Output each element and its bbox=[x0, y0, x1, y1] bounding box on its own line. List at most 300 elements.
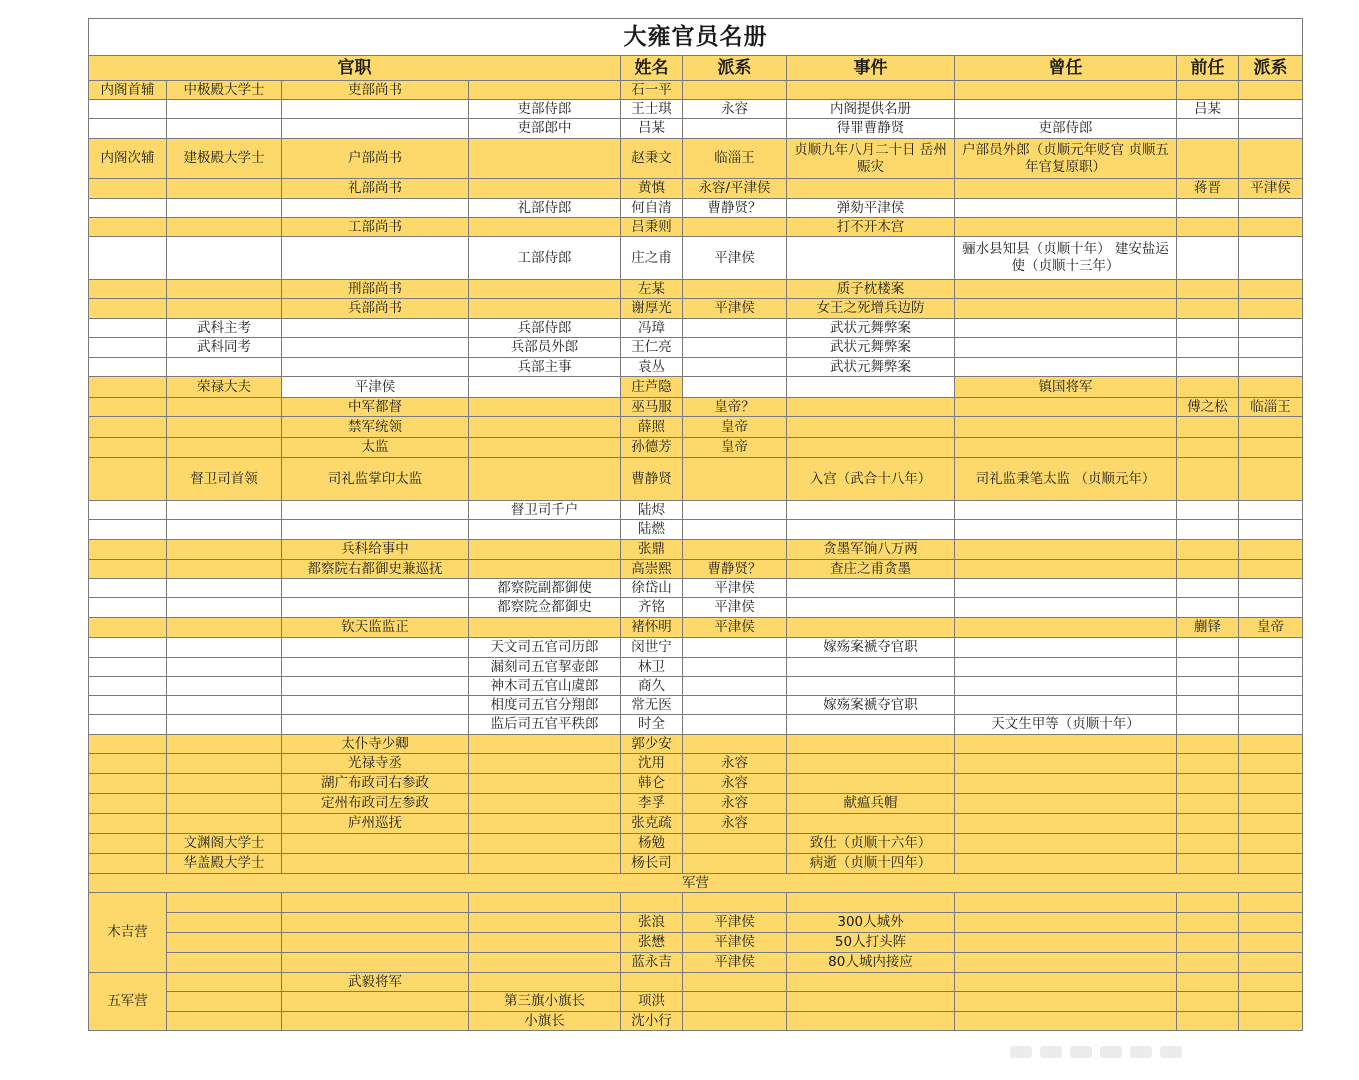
position-level1-cell bbox=[89, 299, 167, 319]
event-cell bbox=[787, 754, 955, 774]
predecessor-faction-cell bbox=[1239, 854, 1303, 874]
former-post-cell bbox=[955, 618, 1177, 638]
event-cell: 内阁提供名册 bbox=[787, 100, 955, 119]
predecessor-cell bbox=[1177, 953, 1239, 973]
table-row bbox=[89, 774, 1303, 794]
event-cell: 50人打头阵 bbox=[787, 933, 955, 953]
position-level3-cell bbox=[282, 100, 469, 119]
position-level3-cell: 禁军统领 bbox=[282, 417, 469, 438]
position-level3-cell bbox=[282, 834, 469, 854]
position-level1-cell bbox=[89, 735, 167, 754]
faction-cell bbox=[683, 501, 787, 520]
faction-cell bbox=[683, 81, 787, 100]
position-level4-cell bbox=[469, 377, 621, 398]
name-cell: 时全 bbox=[621, 715, 683, 735]
header-faction: 派系 bbox=[683, 56, 787, 81]
table-row bbox=[89, 834, 1303, 854]
position-level2-cell bbox=[167, 754, 282, 774]
predecessor-cell: 蒯铎 bbox=[1177, 618, 1239, 638]
former-post-cell bbox=[955, 81, 1177, 100]
event-cell: 质子枕楼案 bbox=[787, 280, 955, 299]
former-post-cell bbox=[955, 794, 1177, 814]
predecessor-cell bbox=[1177, 794, 1239, 814]
table-row bbox=[89, 358, 1303, 377]
event-cell bbox=[787, 438, 955, 458]
name-cell: 左某 bbox=[621, 280, 683, 299]
name-cell: 高崇熙 bbox=[621, 560, 683, 579]
position-level3-cell bbox=[282, 854, 469, 874]
event-cell: 贪墨军饷八万两 bbox=[787, 540, 955, 560]
name-cell: 项洪 bbox=[621, 992, 683, 1012]
event-cell bbox=[787, 814, 955, 834]
position-level1-cell bbox=[89, 520, 167, 540]
position-level1-cell bbox=[89, 696, 167, 715]
table-row bbox=[89, 638, 1303, 658]
faction-cell: 永容 bbox=[683, 100, 787, 119]
event-cell bbox=[787, 179, 955, 199]
position-level2-cell bbox=[167, 100, 282, 119]
table-row bbox=[89, 560, 1303, 579]
name-cell: 郭少安 bbox=[621, 735, 683, 754]
event-cell bbox=[787, 520, 955, 540]
table-row bbox=[89, 933, 1303, 953]
faction-cell: 永容/平津侯 bbox=[683, 179, 787, 199]
position-level2-cell bbox=[167, 953, 282, 973]
position-level3-cell bbox=[282, 638, 469, 658]
position-level3-cell: 司礼监掌印太监 bbox=[282, 458, 469, 501]
predecessor-cell bbox=[1177, 834, 1239, 854]
predecessor-faction-cell bbox=[1239, 774, 1303, 794]
position-level2-cell bbox=[167, 814, 282, 834]
predecessor-faction-cell bbox=[1239, 377, 1303, 398]
camp-wujunying bbox=[89, 973, 1303, 1031]
former-post-cell bbox=[955, 540, 1177, 560]
position-level4-cell bbox=[469, 540, 621, 560]
position-level1-cell bbox=[89, 280, 167, 299]
name-cell: 陆燃 bbox=[621, 520, 683, 540]
position-level4-cell: 相度司五官分翔郎 bbox=[469, 696, 621, 715]
name-cell bbox=[621, 973, 683, 992]
faction-cell bbox=[683, 992, 787, 1012]
former-post-cell bbox=[955, 933, 1177, 953]
event-cell: 献瘟兵帽 bbox=[787, 794, 955, 814]
position-level2-cell bbox=[167, 237, 282, 280]
predecessor-faction-cell bbox=[1239, 338, 1303, 358]
table-row bbox=[89, 973, 1303, 992]
position-level3-cell: 刑部尚书 bbox=[282, 280, 469, 299]
event-cell: 300人城外 bbox=[787, 913, 955, 933]
position-level3-cell bbox=[282, 1012, 469, 1031]
event-cell: 弹劾平津侯 bbox=[787, 199, 955, 218]
position-level3-cell bbox=[282, 696, 469, 715]
faction-cell: 平津侯 bbox=[683, 299, 787, 319]
predecessor-cell bbox=[1177, 520, 1239, 540]
position-level1-cell bbox=[89, 774, 167, 794]
position-level2-cell bbox=[167, 913, 282, 933]
faction-cell bbox=[683, 358, 787, 377]
former-post-cell bbox=[955, 438, 1177, 458]
event-cell bbox=[787, 973, 955, 992]
former-post-cell bbox=[955, 398, 1177, 417]
position-level1-cell bbox=[89, 377, 167, 398]
position-level3-cell: 中军都督 bbox=[282, 398, 469, 417]
name-cell: 李孚 bbox=[621, 794, 683, 814]
position-level3-cell: 湖广布政司右参政 bbox=[282, 774, 469, 794]
predecessor-cell bbox=[1177, 458, 1239, 501]
predecessor-cell bbox=[1177, 913, 1239, 933]
position-level2-cell bbox=[167, 280, 282, 299]
position-level3-cell: 太监 bbox=[282, 438, 469, 458]
predecessor-faction-cell bbox=[1239, 319, 1303, 338]
former-post-cell bbox=[955, 579, 1177, 598]
former-post-cell bbox=[955, 1012, 1177, 1031]
event-cell bbox=[787, 658, 955, 677]
faction-cell: 平津侯 bbox=[683, 237, 787, 280]
predecessor-cell bbox=[1177, 973, 1239, 992]
table-row bbox=[89, 754, 1303, 774]
predecessor-faction-cell: 平津侯 bbox=[1239, 179, 1303, 199]
faction-cell bbox=[683, 119, 787, 139]
position-level1-cell bbox=[89, 358, 167, 377]
position-level1-cell bbox=[89, 638, 167, 658]
name-cell: 王士琪 bbox=[621, 100, 683, 119]
position-level3-cell bbox=[282, 893, 469, 913]
predecessor-faction-cell bbox=[1239, 417, 1303, 438]
faction-cell: 永容 bbox=[683, 814, 787, 834]
predecessor-faction-cell bbox=[1239, 438, 1303, 458]
position-level3-cell bbox=[282, 715, 469, 735]
position-level3-cell: 礼部尚书 bbox=[282, 179, 469, 199]
name-cell: 袁丛 bbox=[621, 358, 683, 377]
predecessor-faction-cell bbox=[1239, 560, 1303, 579]
position-level1-cell bbox=[89, 458, 167, 501]
former-post-cell bbox=[955, 735, 1177, 754]
position-level4-cell bbox=[469, 417, 621, 438]
name-cell: 庄之甫 bbox=[621, 237, 683, 280]
position-level1-cell bbox=[89, 218, 167, 237]
name-cell: 闵世宁 bbox=[621, 638, 683, 658]
former-post-cell bbox=[955, 638, 1177, 658]
predecessor-faction-cell bbox=[1239, 814, 1303, 834]
faction-cell: 平津侯 bbox=[683, 953, 787, 973]
predecessor-cell bbox=[1177, 119, 1239, 139]
position-level3-cell bbox=[282, 677, 469, 696]
position-level2-cell bbox=[167, 933, 282, 953]
position-level2-cell: 督卫司首领 bbox=[167, 458, 282, 501]
table-row bbox=[89, 179, 1303, 199]
event-cell: 嫁殇案褫夺官职 bbox=[787, 696, 955, 715]
position-level4-cell: 吏部侍郎 bbox=[469, 100, 621, 119]
position-level1-cell bbox=[89, 814, 167, 834]
name-cell: 冯璋 bbox=[621, 319, 683, 338]
event-cell bbox=[787, 579, 955, 598]
predecessor-faction-cell bbox=[1239, 280, 1303, 299]
position-level1-cell bbox=[89, 438, 167, 458]
predecessor-cell bbox=[1177, 893, 1239, 913]
table-row bbox=[89, 218, 1303, 237]
position-level2-cell bbox=[167, 398, 282, 417]
position-level1-cell: 内阁首辅 bbox=[89, 81, 167, 100]
table-row bbox=[89, 520, 1303, 540]
position-level3-cell bbox=[282, 953, 469, 973]
header-event: 事件 bbox=[787, 56, 955, 81]
faction-cell bbox=[683, 1012, 787, 1031]
former-post-cell bbox=[955, 696, 1177, 715]
sheet-title: 大雍官员名册 bbox=[89, 19, 1303, 56]
position-level4-cell: 工部侍郎 bbox=[469, 237, 621, 280]
position-level3-cell: 都察院右都御史兼巡抚 bbox=[282, 560, 469, 579]
table-row bbox=[89, 618, 1303, 638]
table-row bbox=[89, 417, 1303, 438]
predecessor-cell bbox=[1177, 854, 1239, 874]
predecessor-cell bbox=[1177, 774, 1239, 794]
name-cell: 林卫 bbox=[621, 658, 683, 677]
watermark-decoration bbox=[1010, 1040, 1310, 1064]
position-level4-cell bbox=[469, 179, 621, 199]
faction-cell: 平津侯 bbox=[683, 579, 787, 598]
table-row bbox=[89, 299, 1303, 319]
predecessor-cell bbox=[1177, 677, 1239, 696]
position-level4-cell: 兵部主事 bbox=[469, 358, 621, 377]
position-level4-cell bbox=[469, 794, 621, 814]
predecessor-cell: 吕某 bbox=[1177, 100, 1239, 119]
position-level2-cell bbox=[167, 417, 282, 438]
name-cell: 石一平 bbox=[621, 81, 683, 100]
name-cell: 谢厚光 bbox=[621, 299, 683, 319]
position-level2-cell bbox=[167, 696, 282, 715]
table-row bbox=[89, 199, 1303, 218]
predecessor-faction-cell bbox=[1239, 458, 1303, 501]
position-level1-cell bbox=[89, 579, 167, 598]
predecessor-cell bbox=[1177, 933, 1239, 953]
position-level1-cell bbox=[89, 179, 167, 199]
table-row bbox=[89, 579, 1303, 598]
event-cell bbox=[787, 598, 955, 618]
position-level4-cell: 都察院佥都御史 bbox=[469, 598, 621, 618]
name-cell: 商久 bbox=[621, 677, 683, 696]
former-post-cell: 镇国将军 bbox=[955, 377, 1177, 398]
faction-cell bbox=[683, 377, 787, 398]
position-level3-cell: 太仆寺少卿 bbox=[282, 735, 469, 754]
position-level4-cell bbox=[469, 814, 621, 834]
camp-mujiying bbox=[89, 893, 1303, 973]
former-post-cell bbox=[955, 598, 1177, 618]
table-row bbox=[89, 893, 1303, 913]
position-level1-cell bbox=[89, 398, 167, 417]
position-level1-cell bbox=[89, 237, 167, 280]
faction-cell bbox=[683, 893, 787, 913]
event-cell: 武状元舞弊案 bbox=[787, 338, 955, 358]
faction-cell bbox=[683, 218, 787, 237]
position-level2-cell bbox=[167, 358, 282, 377]
name-cell: 张鼎 bbox=[621, 540, 683, 560]
position-level4-cell: 吏部郎中 bbox=[469, 119, 621, 139]
predecessor-cell bbox=[1177, 299, 1239, 319]
predecessor-faction-cell bbox=[1239, 100, 1303, 119]
name-cell: 蓝永吉 bbox=[621, 953, 683, 973]
faction-cell: 永容 bbox=[683, 754, 787, 774]
position-level4-cell: 兵部员外郎 bbox=[469, 338, 621, 358]
position-level3-cell bbox=[282, 598, 469, 618]
name-cell: 黄慎 bbox=[621, 179, 683, 199]
name-cell: 韩仑 bbox=[621, 774, 683, 794]
former-post-cell bbox=[955, 218, 1177, 237]
event-cell: 查庄之甫贪墨 bbox=[787, 560, 955, 579]
position-level4-cell bbox=[469, 398, 621, 417]
position-level4-cell bbox=[469, 458, 621, 501]
name-cell: 巫马服 bbox=[621, 398, 683, 417]
event-cell: 致仕（贞顺十六年） bbox=[787, 834, 955, 854]
table-row bbox=[89, 139, 1303, 179]
position-level1-cell bbox=[89, 338, 167, 358]
position-level4-cell bbox=[469, 139, 621, 179]
predecessor-cell bbox=[1177, 598, 1239, 618]
predecessor-faction-cell bbox=[1239, 794, 1303, 814]
name-cell bbox=[621, 893, 683, 913]
event-cell bbox=[787, 735, 955, 754]
former-post-cell bbox=[955, 417, 1177, 438]
table-row bbox=[89, 458, 1303, 501]
position-level4-cell: 第三旗小旗长 bbox=[469, 992, 621, 1012]
former-post-cell bbox=[955, 520, 1177, 540]
name-cell: 吕秉则 bbox=[621, 218, 683, 237]
position-level3-cell bbox=[282, 199, 469, 218]
position-level2-cell bbox=[167, 560, 282, 579]
table-row bbox=[89, 237, 1303, 280]
position-level4-cell bbox=[469, 438, 621, 458]
position-level1-cell bbox=[89, 199, 167, 218]
name-cell: 徐岱山 bbox=[621, 579, 683, 598]
position-level2-cell bbox=[167, 992, 282, 1012]
predecessor-cell bbox=[1177, 199, 1239, 218]
position-level2-cell bbox=[167, 520, 282, 540]
predecessor-faction-cell bbox=[1239, 139, 1303, 179]
header-position: 官职 bbox=[89, 56, 621, 81]
position-level4-cell: 小旗长 bbox=[469, 1012, 621, 1031]
predecessor-faction-cell bbox=[1239, 933, 1303, 953]
faction-cell: 平津侯 bbox=[683, 598, 787, 618]
header-name: 姓名 bbox=[621, 56, 683, 81]
predecessor-cell bbox=[1177, 735, 1239, 754]
name-cell: 张懋 bbox=[621, 933, 683, 953]
position-level3-cell bbox=[282, 358, 469, 377]
position-level4-cell bbox=[469, 913, 621, 933]
event-cell: 女王之死增兵边防 bbox=[787, 299, 955, 319]
name-cell: 孙德芳 bbox=[621, 438, 683, 458]
event-cell bbox=[787, 992, 955, 1012]
predecessor-faction-cell bbox=[1239, 893, 1303, 913]
former-post-cell bbox=[955, 179, 1177, 199]
position-level4-cell: 神木司五官山虞郎 bbox=[469, 677, 621, 696]
predecessor-faction-cell bbox=[1239, 199, 1303, 218]
faction-cell: 曹静贤？ bbox=[683, 560, 787, 579]
predecessor-cell bbox=[1177, 540, 1239, 560]
position-level4-cell bbox=[469, 754, 621, 774]
position-level3-cell bbox=[282, 520, 469, 540]
former-post-cell: 吏部侍郎 bbox=[955, 119, 1177, 139]
predecessor-cell bbox=[1177, 139, 1239, 179]
position-level4-cell bbox=[469, 618, 621, 638]
former-post-cell bbox=[955, 658, 1177, 677]
camp-label-cell: 木吉营 bbox=[89, 893, 167, 973]
position-level4-cell: 兵部侍郎 bbox=[469, 319, 621, 338]
table-row bbox=[89, 992, 1303, 1012]
position-level4-cell bbox=[469, 280, 621, 299]
position-level1-cell bbox=[89, 100, 167, 119]
position-level2-cell bbox=[167, 299, 282, 319]
faction-cell bbox=[683, 280, 787, 299]
faction-cell bbox=[683, 715, 787, 735]
predecessor-faction-cell: 临淄王 bbox=[1239, 398, 1303, 417]
former-post-cell bbox=[955, 677, 1177, 696]
position-level3-cell bbox=[282, 992, 469, 1012]
position-level3-cell bbox=[282, 579, 469, 598]
former-post-cell bbox=[955, 501, 1177, 520]
position-level2-cell: 武科同考 bbox=[167, 338, 282, 358]
position-level3-cell: 兵部尚书 bbox=[282, 299, 469, 319]
former-post-cell bbox=[955, 199, 1177, 218]
position-level3-cell: 户部尚书 bbox=[282, 139, 469, 179]
former-post-cell bbox=[955, 854, 1177, 874]
table-row bbox=[89, 677, 1303, 696]
event-cell bbox=[787, 417, 955, 438]
position-level1-cell bbox=[89, 658, 167, 677]
former-post-cell bbox=[955, 992, 1177, 1012]
predecessor-faction-cell bbox=[1239, 696, 1303, 715]
predecessor-cell bbox=[1177, 560, 1239, 579]
position-level2-cell bbox=[167, 973, 282, 992]
position-level2-cell: 中极殿大学士 bbox=[167, 81, 282, 100]
faction-cell: 平津侯 bbox=[683, 913, 787, 933]
camp-label-cell: 五军营 bbox=[89, 973, 167, 1031]
predecessor-faction-cell bbox=[1239, 638, 1303, 658]
position-level2-cell: 文渊阁大学士 bbox=[167, 834, 282, 854]
table-row bbox=[89, 119, 1303, 139]
position-level4-cell: 天文司五官司历郎 bbox=[469, 638, 621, 658]
name-cell: 张浪 bbox=[621, 913, 683, 933]
name-cell: 庄芦隐 bbox=[621, 377, 683, 398]
position-level3-cell bbox=[282, 319, 469, 338]
position-level4-cell bbox=[469, 81, 621, 100]
former-post-cell bbox=[955, 973, 1177, 992]
position-level2-cell bbox=[167, 893, 282, 913]
predecessor-cell bbox=[1177, 814, 1239, 834]
position-level3-cell bbox=[282, 913, 469, 933]
table-row bbox=[89, 715, 1303, 735]
position-level1-cell bbox=[89, 618, 167, 638]
position-level2-cell bbox=[167, 179, 282, 199]
position-level3-cell: 吏部尚书 bbox=[282, 81, 469, 100]
position-level4-cell bbox=[469, 560, 621, 579]
table-row bbox=[89, 501, 1303, 520]
event-cell: 武状元舞弊案 bbox=[787, 319, 955, 338]
former-post-cell bbox=[955, 893, 1177, 913]
position-level4-cell bbox=[469, 520, 621, 540]
predecessor-faction-cell bbox=[1239, 677, 1303, 696]
faction-cell: 临淄王 bbox=[683, 139, 787, 179]
predecessor-cell bbox=[1177, 1012, 1239, 1031]
position-level3-cell bbox=[282, 119, 469, 139]
predecessor-faction-cell bbox=[1239, 579, 1303, 598]
position-level3-cell: 钦天监监正 bbox=[282, 618, 469, 638]
position-level4-cell bbox=[469, 299, 621, 319]
former-post-cell bbox=[955, 774, 1177, 794]
position-level4-cell: 漏刻司五官挈壶郎 bbox=[469, 658, 621, 677]
event-cell bbox=[787, 715, 955, 735]
predecessor-faction-cell bbox=[1239, 658, 1303, 677]
position-level2-cell: 荣禄大夫 bbox=[167, 377, 282, 398]
name-cell: 褚怀明 bbox=[621, 618, 683, 638]
